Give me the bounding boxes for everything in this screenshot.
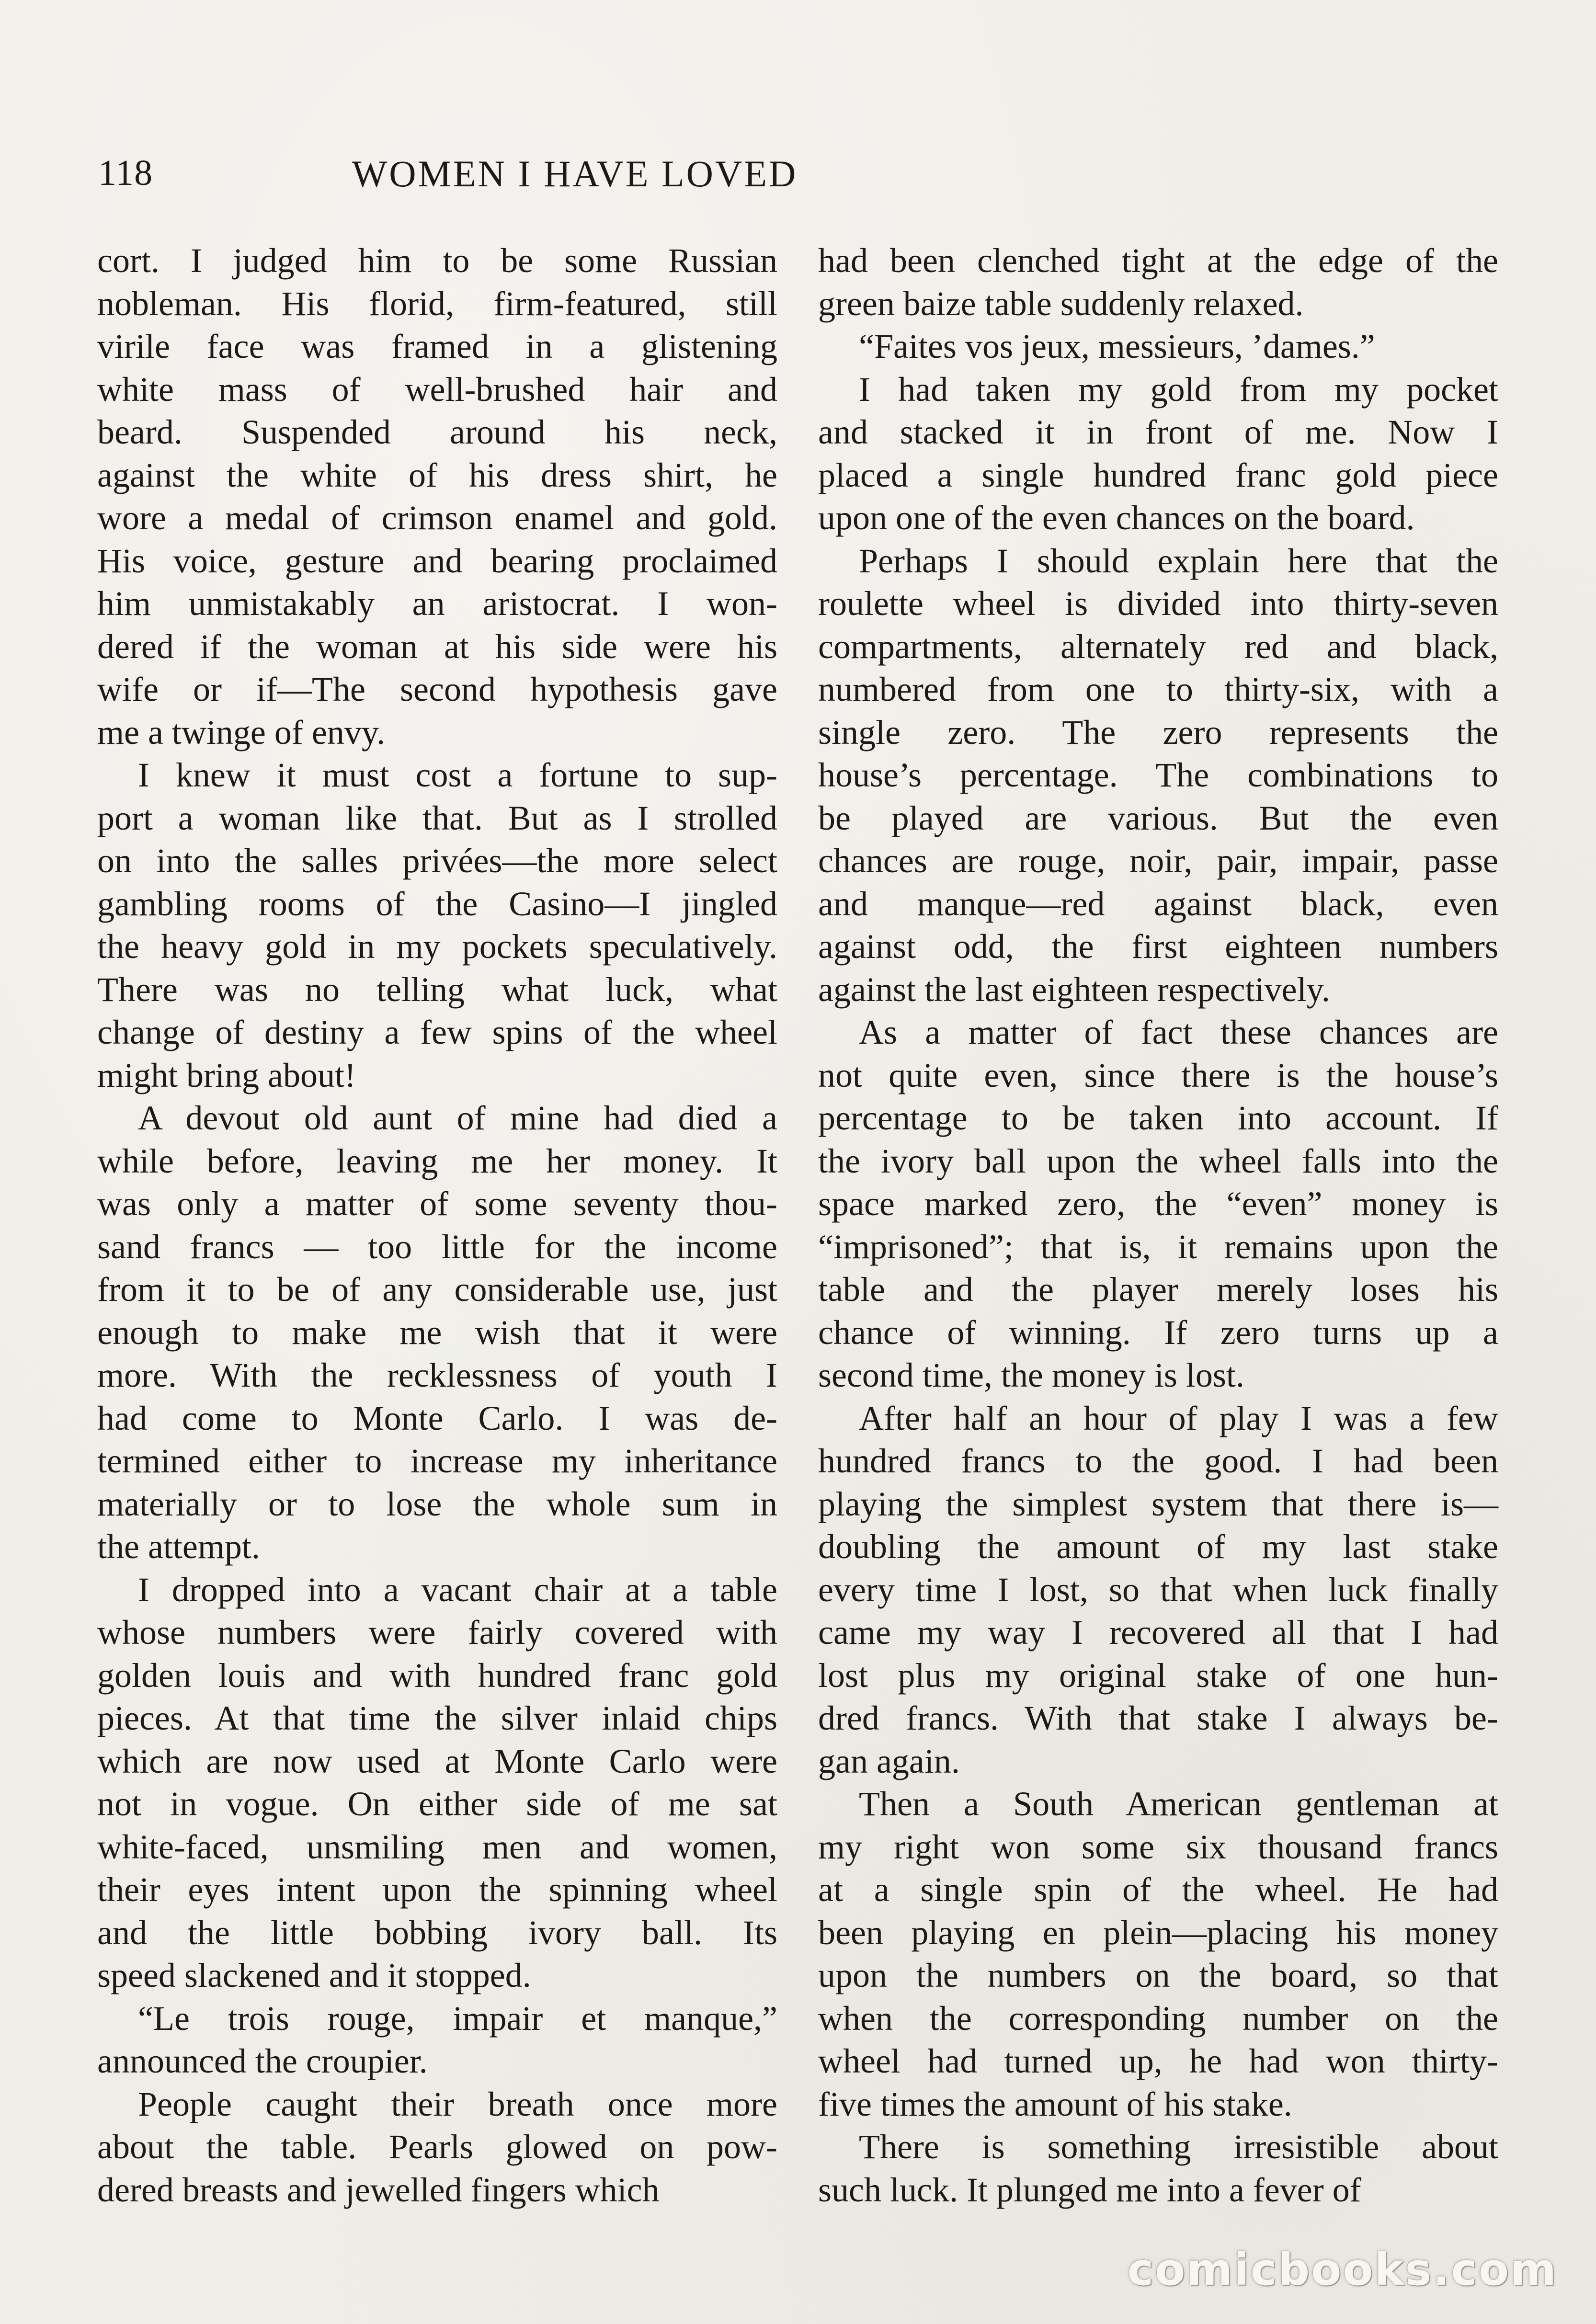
text-line: while before, leaving me her money. It — [97, 1141, 777, 1180]
text-line: had been clenched tight at the edge of the — [818, 241, 1498, 280]
text-line: when the corresponding number on the — [818, 1999, 1498, 2038]
text-line: enough to make me wish that it were — [97, 1313, 777, 1352]
text-line: against the last eighteen respectively. — [818, 970, 1330, 1009]
text-line: wore a medal of crimson enamel and gold. — [97, 499, 777, 537]
text-line: single zero. The zero represents the — [818, 713, 1498, 752]
text-line: at a single spin of the wheel. He had — [818, 1870, 1498, 1909]
paragraph — [818, 1397, 1498, 1783]
text-line: numbered from one to thirty-six, with a — [818, 670, 1498, 708]
text-line: such luck. It plunged me into a fever of — [818, 2170, 1361, 2209]
text-line: Perhaps I should explain here that the — [859, 541, 1498, 580]
text-line: chance of winning. If zero turns up a — [818, 1313, 1498, 1352]
text-line: wheel had turned up, he had won thirty- — [818, 2042, 1498, 2080]
text-line: white mass of well-brushed hair and — [97, 370, 777, 409]
text-line: was only a matter of some seventy thou- — [97, 1185, 777, 1223]
text-line: dred francs. With that stake I always be- — [818, 1699, 1498, 1737]
text-line: There is something irresistible about — [859, 2128, 1498, 2166]
paragraph — [818, 2126, 1498, 2211]
paragraph — [97, 1097, 777, 1569]
paragraph — [818, 1011, 1498, 1397]
text-line: dered breasts and jewelled fingers which — [97, 2170, 660, 2209]
left-text-column — [97, 239, 777, 2211]
text-line: white-faced, unsmiling men and women, — [97, 1827, 777, 1866]
text-line: A devout old aunt of mine had died a — [138, 1099, 777, 1137]
paragraph — [818, 540, 1498, 1012]
text-line: His voice, gesture and bearing proclaimed — [97, 541, 777, 580]
text-line: playing the simplest system that there is— — [818, 1484, 1498, 1523]
text-line: golden louis and with hundred franc gold — [97, 1656, 777, 1695]
text-line: came my way I recovered all that I had — [818, 1613, 1498, 1652]
paragraph — [818, 239, 1498, 325]
text-line: the attempt. — [97, 1527, 260, 1566]
text-line: second time, the money is lost. — [818, 1356, 1244, 1394]
text-line: I dropped into a vacant chair at a table — [138, 1570, 777, 1609]
text-line: “Le trois rouge, impair et manque,” — [138, 1999, 777, 2038]
text-line: There was no telling what luck, what — [97, 970, 777, 1009]
text-line: about the table. Pearls glowed on pow- — [97, 2128, 777, 2166]
paragraph — [97, 2083, 777, 2212]
text-line: more. With the recklessness of youth I — [97, 1356, 777, 1394]
text-line: not quite even, since there is the house’s — [818, 1056, 1498, 1094]
text-line: be played are various. But the even — [818, 798, 1498, 837]
text-line: speed slackened and it stopped. — [97, 1956, 531, 1994]
text-line: me a twinge of envy. — [97, 713, 386, 752]
text-line: beard. Suspended around his neck, — [97, 413, 777, 451]
text-line: compartments, alternately red and black, — [818, 627, 1498, 666]
text-line: Then a South American gentleman at — [859, 1785, 1498, 1823]
text-line: had come to Monte Carlo. I was de- — [97, 1399, 777, 1437]
paragraph — [818, 325, 1498, 368]
paragraph — [97, 1997, 777, 2083]
text-line: from it to be of any considerable use, just — [97, 1270, 777, 1309]
paragraph — [97, 239, 777, 754]
page-header — [98, 152, 1051, 205]
text-line: gambling rooms of the Casino—I jingled — [97, 884, 777, 923]
text-line: against the white of his dress shirt, he — [97, 456, 777, 494]
text-line: against odd, the first eighteen numbers — [818, 927, 1498, 966]
text-line: five times the amount of his stake. — [818, 2085, 1292, 2123]
text-line: green baize table suddenly relaxed. — [818, 284, 1304, 323]
text-line: dered if the woman at his side were his — [97, 627, 777, 666]
text-line: “imprisoned”; that is, it remains upon the — [818, 1227, 1498, 1266]
text-line: cort. I judged him to be some Russian — [97, 241, 777, 280]
text-line: termined either to increase my inheritance — [97, 1442, 777, 1480]
page-number: 118 — [98, 153, 153, 193]
paragraph — [818, 1783, 1498, 2126]
text-line: the heavy gold in my pockets speculatively. — [97, 927, 777, 966]
text-line: wife or if—The second hypothesis gave — [97, 670, 777, 708]
paragraph — [97, 1569, 777, 1997]
text-line: I had taken my gold from my pocket — [859, 370, 1498, 409]
text-line: I knew it must cost a fortune to sup- — [138, 756, 777, 794]
right-text-column — [818, 239, 1498, 2211]
text-line: roulette wheel is divided into thirty-seven — [818, 584, 1498, 623]
text-line: and manque—red against black, even — [818, 884, 1498, 923]
text-line: placed a single hundred franc gold piece — [818, 456, 1498, 494]
text-line: gan again. — [818, 1742, 960, 1780]
text-line: my right won some six thousand francs — [818, 1827, 1498, 1866]
text-line: the ivory ball upon the wheel falls into the — [818, 1141, 1498, 1180]
text-line: port a woman like that. But as I strolled — [97, 798, 777, 837]
text-line: and the little bobbing ivory ball. Its — [97, 1913, 777, 1952]
text-line: table and the player merely loses his — [818, 1270, 1498, 1309]
text-line: change of destiny a few spins of the wheel — [97, 1013, 777, 1051]
text-line: upon the numbers on the board, so that — [818, 1956, 1498, 1994]
text-line: lost plus my original stake of one hun- — [818, 1656, 1498, 1695]
text-line: virile face was framed in a glistening — [97, 327, 777, 365]
text-line: “Faites vos jeux, messieurs, ’dames.” — [859, 327, 1375, 365]
text-line: might bring about! — [97, 1056, 356, 1094]
text-line: him unmistakably an aristocrat. I won- — [97, 584, 777, 623]
text-line: People caught their breath once more — [138, 2085, 777, 2123]
paragraph — [97, 754, 777, 1097]
text-line: their eyes intent upon the spinning wheel — [97, 1870, 777, 1909]
text-line: on into the salles privées—the more select — [97, 842, 777, 880]
text-line: nobleman. His florid, firm-featured, still — [97, 284, 777, 323]
text-line: pieces. At that time the silver inlaid chips — [97, 1699, 777, 1737]
paragraph — [818, 368, 1498, 540]
text-line: chances are rouge, noir, pair, impair, passe — [818, 842, 1498, 880]
text-line: whose numbers were fairly covered with — [97, 1613, 777, 1652]
text-line: materially or to lose the whole sum in — [97, 1484, 777, 1523]
text-line: doubling the amount of my last stake — [818, 1527, 1498, 1566]
text-line: After half an hour of play I was a few — [859, 1399, 1498, 1437]
text-line: not in vogue. On either side of me sat — [97, 1785, 777, 1823]
text-line: house’s percentage. The combinations to — [818, 756, 1498, 794]
watermark: comicbooks.com — [1127, 2244, 1558, 2295]
running-title: WOMEN I HAVE LOVED — [352, 153, 798, 194]
text-line: hundred francs to the good. I had been — [818, 1442, 1498, 1480]
text-line: every time I lost, so that when luck finally — [818, 1570, 1498, 1609]
text-line: upon one of the even chances on the board. — [818, 499, 1415, 537]
text-line: and stacked it in front of me. Now I — [818, 413, 1498, 451]
text-line: been playing en plein—placing his money — [818, 1913, 1498, 1952]
text-line: announced the croupier. — [97, 2042, 428, 2080]
text-line: percentage to be taken into account. If — [818, 1099, 1498, 1137]
text-line: sand francs — too little for the income — [97, 1227, 777, 1266]
text-line: space marked zero, the “even” money is — [818, 1185, 1498, 1223]
text-line: As a matter of fact these chances are — [859, 1013, 1498, 1051]
text-line: which are now used at Monte Carlo were — [97, 1742, 777, 1780]
